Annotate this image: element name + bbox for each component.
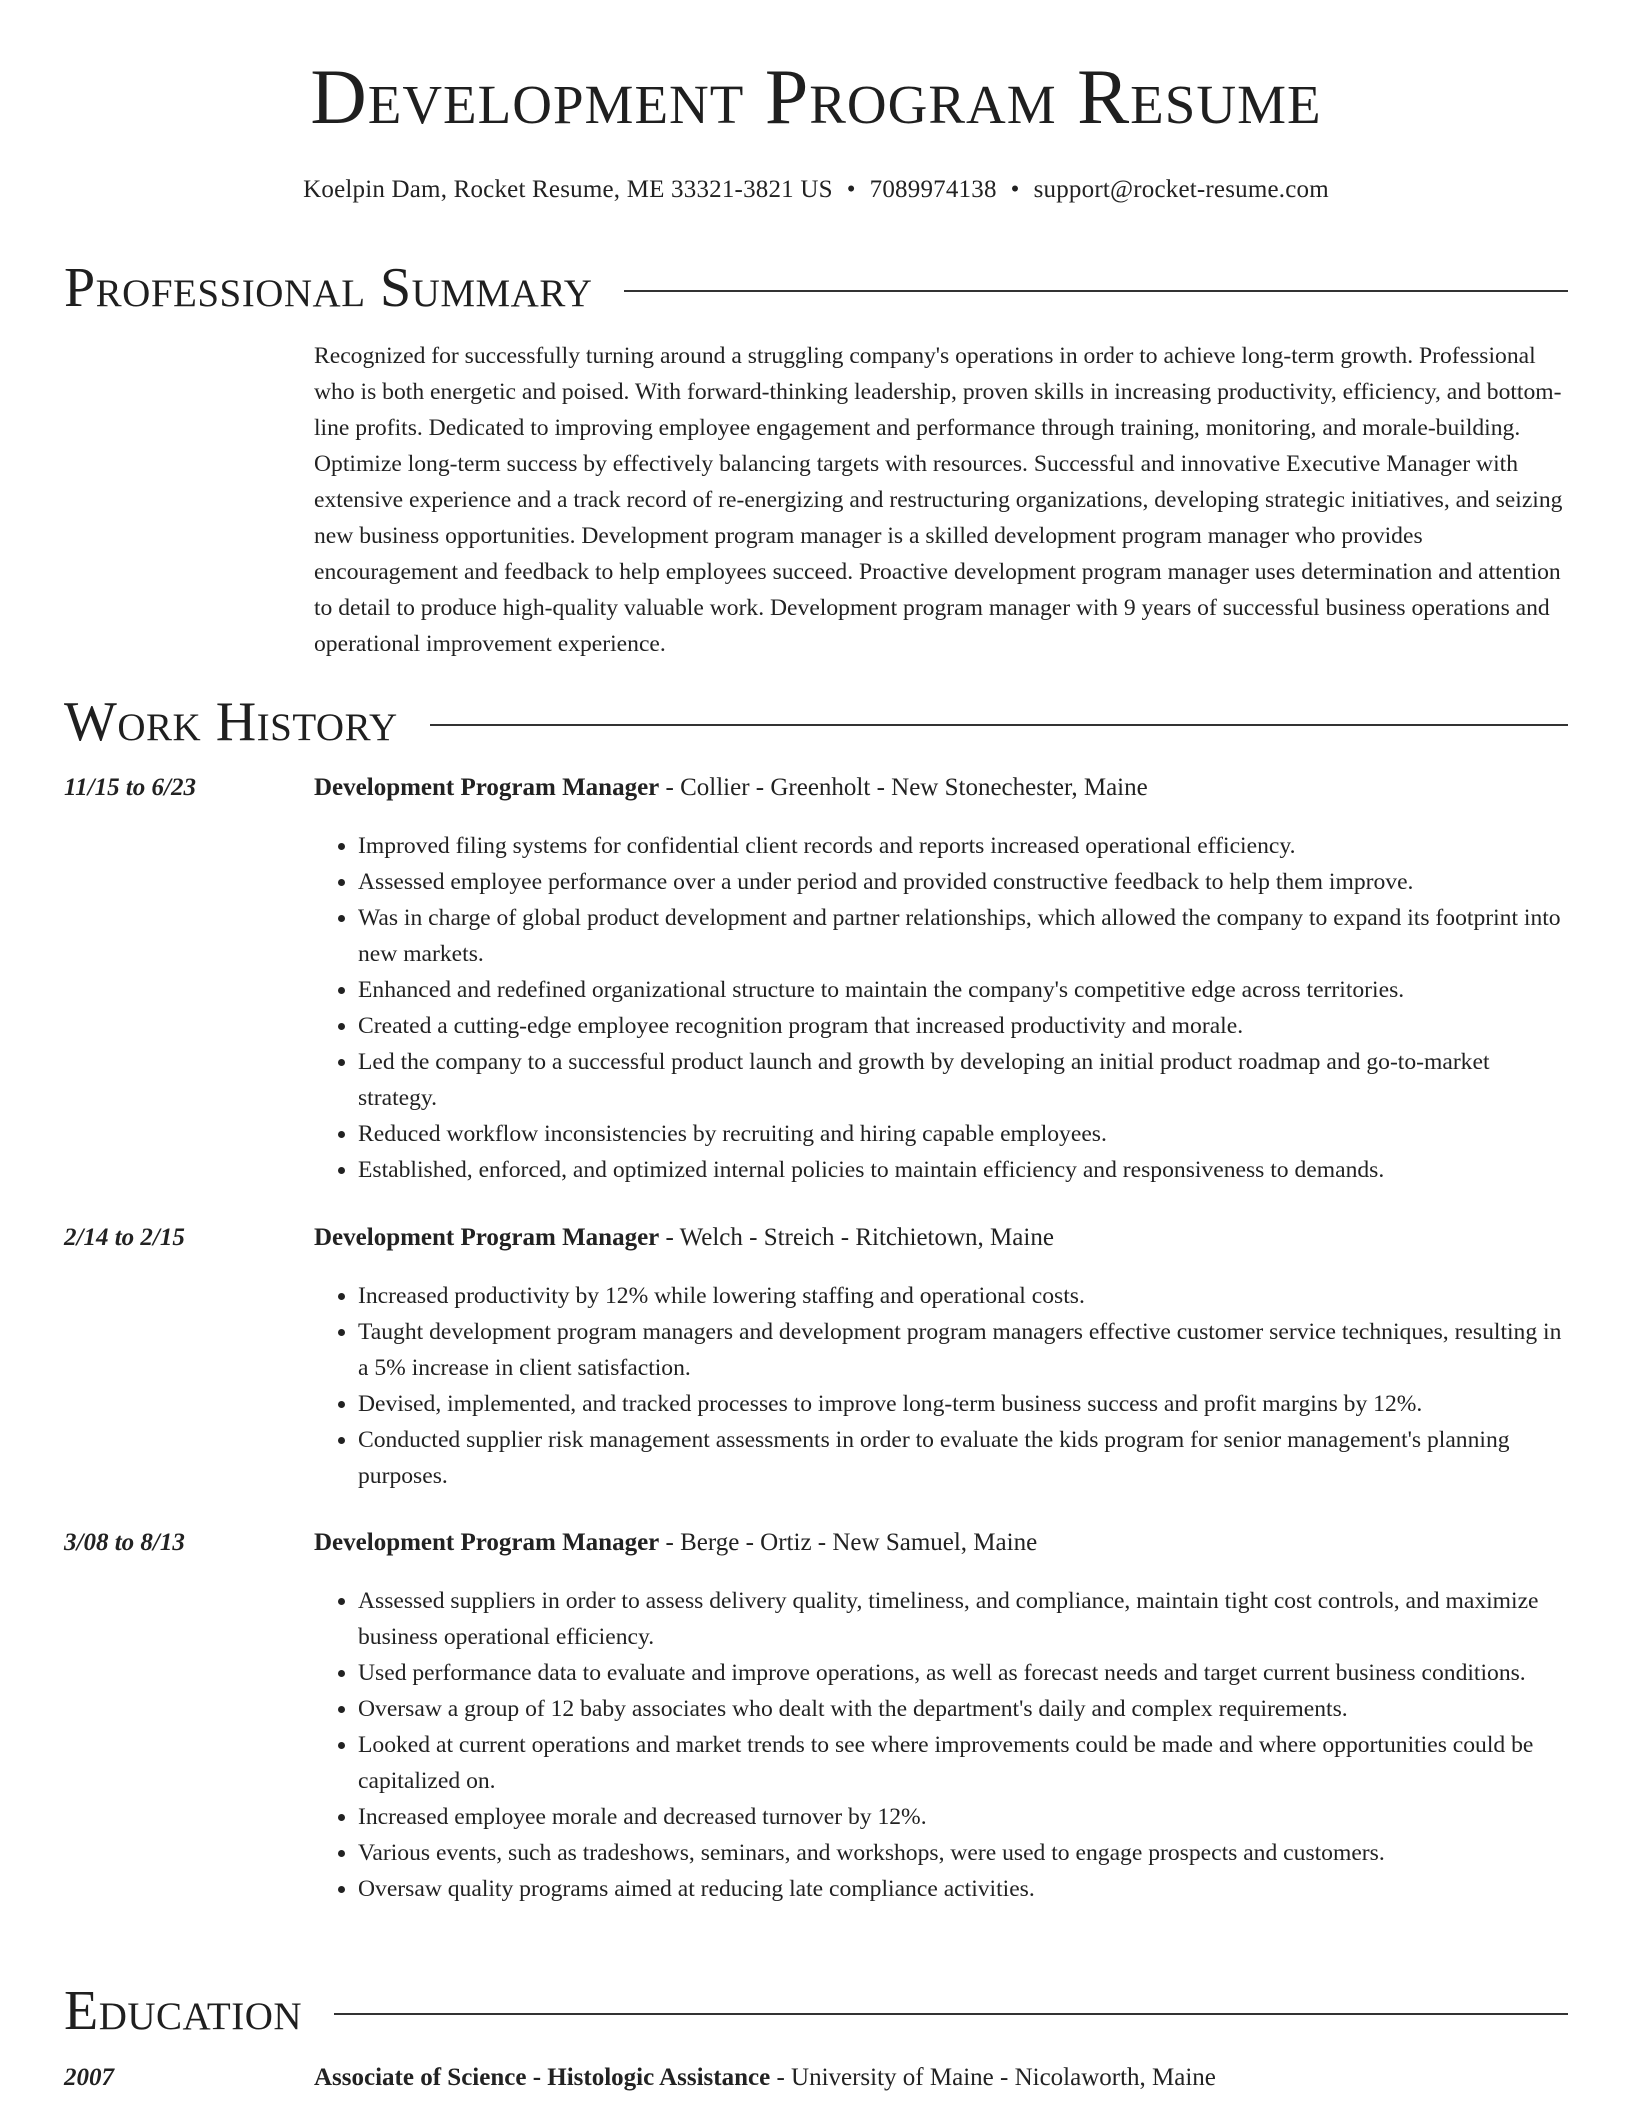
job-bullet: • Oversaw a group of 12 baby associates who dealt with the department's daily and complex requirements. [358, 1691, 1568, 1727]
job-heading [314, 774, 1568, 802]
contact-separator: • [846, 176, 856, 203]
contact-separator: • [1010, 176, 1020, 203]
education-entry [314, 2064, 1568, 2092]
job-details: - Welch - Streich - Ritchietown, Maine [659, 1224, 1054, 1251]
education-year: 2007 [64, 2064, 114, 2091]
resume-title: Development Program Resume [310, 53, 1322, 140]
job-bullet: • Assessed employee performance over a under period and provided constructive feedback to help them improve. [358, 864, 1568, 900]
job-bullet-list [314, 1583, 1568, 1907]
section-divider [334, 2013, 1568, 2015]
job-bullet-list [314, 828, 1568, 1188]
summary-heading: Professional Summary [64, 257, 593, 319]
section-divider [624, 290, 1568, 292]
job-bullet: • Led the company to a successful product launch and growth by developing an initial product roadmap and go-to-market strategy. [358, 1044, 1568, 1116]
job-bullet: • Increased productivity by 12% while lowering staffing and operational costs. [358, 1278, 1568, 1314]
job-bullet: • Increased employee morale and decreased turnover by 12%. [358, 1799, 1568, 1835]
section-divider [430, 724, 1568, 726]
job-title: Development Program Manager [314, 1529, 660, 1556]
education-degree: Associate of Science - Histologic Assistance [314, 2064, 771, 2091]
job-bullet-list [314, 1278, 1568, 1494]
job-title: Development Program Manager [314, 1224, 660, 1251]
summary-section-header [64, 258, 1568, 318]
job-bullet: • Enhanced and redefined organizational structure to maintain the company's competitive edge across territories. [358, 972, 1568, 1008]
job-bullet: • Reduced workflow inconsistencies by recruiting and hiring capable employees. [358, 1116, 1568, 1152]
job-bullet: • Used performance data to evaluate and improve operations, as well as forecast needs and target current business conditions. [358, 1655, 1568, 1691]
contact-email: support@rocket-resume.com [1033, 176, 1329, 203]
work-history-section-header [64, 692, 1568, 752]
job-bullet: • Devised, implemented, and tracked processes to improve long-term business success and profit margins by 12%. [358, 1386, 1568, 1422]
education-section-header [64, 1981, 1568, 2041]
job-bullet: • Various events, such as tradeshows, seminars, and workshops, were used to engage prospects and customers. [358, 1835, 1568, 1871]
summary-text: Recognized for successfully turning around a struggling company's operations in order to achieve long-term growth. Professional who is both energetic and poised. With forward-thinking leadership, proven skills in increasing productivity, efficiency, and bottom-line profits. Dedicated to improving employee engagement and performance through training, monitoring, and morale-building. Optimize long-term success by effectively balancing targets with resources. Successful and innovative Executive Manager with extensive experience and a track record of re-energizing and restructuring organizations, developing strategic initiatives, and seizing new business opportunities. Development program manager is a skilled development program manager who provides encouragement and feedback to help employees succeed. Proactive development program manager uses determination and attention to detail to produce high-quality valuable work. Development program manager with 9 years of successful business operations and operational improvement experience. [314, 343, 1563, 657]
job-heading [314, 1224, 1568, 1252]
job-bullet: • Created a cutting-edge employee recognition program that increased productivity and morale. [358, 1008, 1568, 1044]
job-bullet: • Oversaw quality programs aimed at reducing late compliance activities. [358, 1871, 1568, 1907]
job-bullet: • Was in charge of global product development and partner relationships, which allowed the company to expand its footprint into new markets. [358, 900, 1568, 972]
education-heading: Education [64, 1980, 303, 2042]
work-history-heading: Work History [64, 691, 398, 753]
job-bullet: • Established, enforced, and optimized internal policies to maintain efficiency and responsiveness to demands. [358, 1152, 1568, 1188]
job-dates: 11/15 to 6/23 [64, 774, 196, 801]
job-title: Development Program Manager [314, 774, 660, 801]
job-dates: 2/14 to 2/15 [64, 1224, 185, 1251]
contact-phone: 7089974138 [869, 176, 997, 203]
job-bullet: • Looked at current operations and market trends to see where improvements could be made and where opportunities could be capitalized on. [358, 1727, 1568, 1799]
job-details: - Collier - Greenholt - New Stonechester, Maine [659, 774, 1148, 801]
job-heading [314, 1529, 1568, 1557]
contact-line [0, 176, 1632, 204]
job-bullet: • Conducted supplier risk management assessments in order to evaluate the kids program for senior management's planning purposes. [358, 1422, 1568, 1494]
job-bullet: • Assessed suppliers in order to assess delivery quality, timeliness, and compliance, maintain tight cost controls, and maximize business operational efficiency. [358, 1583, 1568, 1655]
job-dates: 3/08 to 8/13 [64, 1529, 185, 1556]
job-bullet: • Taught development program managers and development program managers effective customer service techniques, resulting in a 5% increase in client satisfaction. [358, 1314, 1568, 1386]
job-details: - Berge - Ortiz - New Samuel, Maine [659, 1529, 1038, 1556]
job-bullet: • Improved filing systems for confidential client records and reports increased operational efficiency. [358, 828, 1568, 864]
education-details: - University of Maine - Nicolaworth, Maine [770, 2064, 1216, 2091]
contact-address: Koelpin Dam, Rocket Resume, ME 33321-3821 US [303, 176, 833, 203]
